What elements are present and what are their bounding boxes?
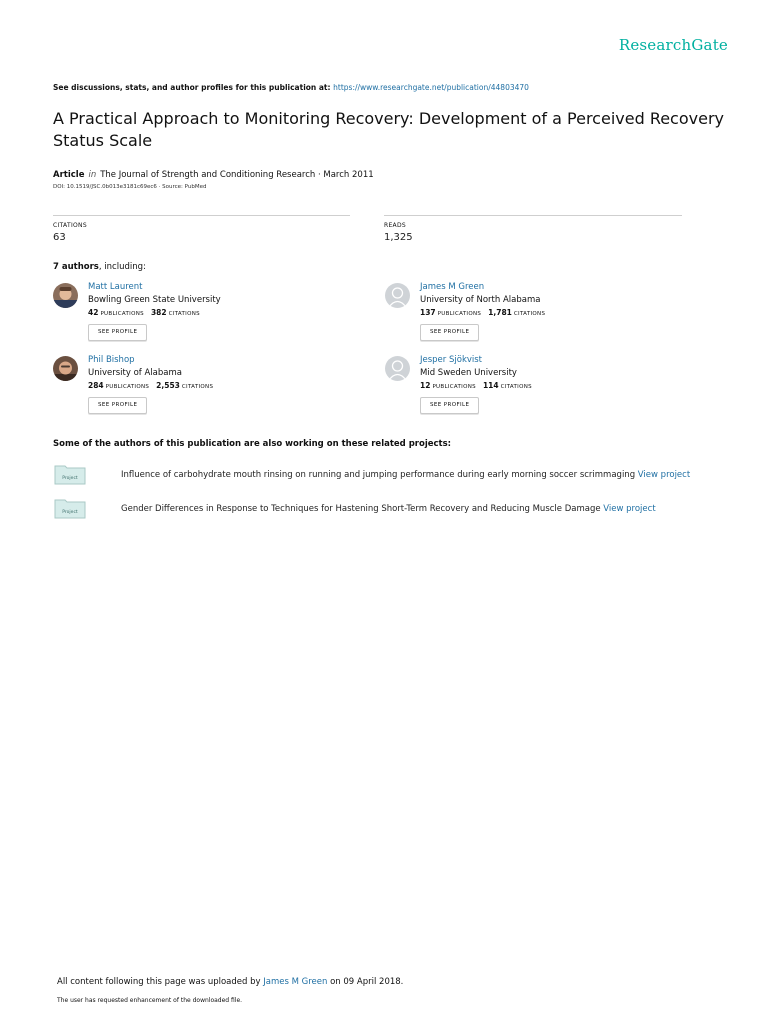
- author-name-link[interactable]: Matt Laurent: [88, 282, 143, 292]
- project-item: [121, 504, 656, 514]
- author-institution: University of Alabama: [88, 368, 182, 378]
- project-folder-icon: [54, 463, 86, 485]
- related-projects-heading: Some of the authors of this publication are also working on these related projects:: [53, 439, 452, 449]
- see-profile-button[interactable]: SEE PROFILE: [420, 397, 479, 414]
- uploader-link[interactable]: James M Green: [263, 977, 328, 987]
- paper-title: A Practical Approach to Monitoring Recovery: Development of a Perceived Recovery Status Scale: [53, 109, 724, 150]
- author-stats: 42 PUBLICATIONS 382 CITATIONS: [88, 308, 200, 317]
- reads-label: READS: [384, 222, 406, 229]
- citations-value: 63: [53, 232, 66, 243]
- upload-suffix: on 09 April 2018.: [330, 977, 404, 987]
- reads-divider: [384, 215, 682, 216]
- authors-heading: [53, 262, 146, 272]
- author-stats: 137 PUBLICATIONS 1,781 CITATIONS: [420, 308, 546, 317]
- author-name-link[interactable]: James M Green: [420, 282, 485, 292]
- project-folder-icon: [54, 497, 86, 519]
- author-stats: 284 PUBLICATIONS 2,553 CITATIONS: [88, 381, 214, 390]
- discussion-text: See discussions, stats, and author profiles for this publication at:: [53, 83, 331, 92]
- paper-kind: Article: [53, 170, 85, 180]
- citations-label: CITATIONS: [53, 222, 87, 229]
- author-institution: University of North Alabama: [420, 295, 541, 305]
- author-name-link[interactable]: Jesper Sjökvist: [420, 355, 483, 365]
- see-profile-button[interactable]: SEE PROFILE: [88, 324, 147, 341]
- svg-text:Project: Project: [62, 510, 78, 515]
- enhancement-note: The user has requested enhancement of the downloaded file.: [57, 997, 243, 1004]
- author-institution: Mid Sweden University: [420, 368, 517, 378]
- author-avatar-photo-icon[interactable]: [53, 283, 78, 308]
- author-avatar-default-icon[interactable]: [385, 356, 410, 381]
- discussion-line: [53, 83, 529, 92]
- view-project-link[interactable]: View project: [603, 504, 656, 514]
- author-avatar-default-icon[interactable]: [385, 283, 410, 308]
- reads-value: 1,325: [384, 232, 413, 243]
- paper-meta: [53, 170, 374, 180]
- journal-date: The Journal of Strength and Conditioning Research · March 2011: [100, 170, 374, 180]
- authors-count: 7 authors: [53, 262, 99, 272]
- view-project-link[interactable]: View project: [637, 470, 691, 480]
- researchgate-logo[interactable]: ResearchGate: [618, 36, 728, 54]
- citations-divider: [53, 215, 350, 216]
- project-item: [121, 470, 690, 480]
- in-word: in: [88, 170, 97, 180]
- author-avatar-photo-icon[interactable]: [53, 356, 78, 381]
- authors-suffix: , including:: [98, 262, 146, 272]
- author-name-link[interactable]: Phil Bishop: [88, 355, 135, 365]
- upload-note: [57, 977, 403, 987]
- see-profile-button[interactable]: SEE PROFILE: [420, 324, 479, 341]
- svg-text:Project: Project: [62, 476, 78, 481]
- publication-url-link[interactable]: https://www.researchgate.net/publication/44803470: [333, 83, 529, 92]
- upload-prefix: All content following this page was uploaded by: [57, 977, 261, 987]
- project-title: Influence of carbohydrate mouth rinsing on running and jumping performance during early morning soccer scrimmaging: [121, 470, 636, 480]
- project-title: Gender Differences in Response to Techniques for Hastening Short-Term Recovery and Reducing Muscle Damage: [121, 504, 601, 514]
- author-institution: Bowling Green State University: [88, 295, 221, 305]
- author-stats: 12 PUBLICATIONS 114 CITATIONS: [420, 381, 532, 390]
- doi-line: DOI: 10.1519/JSC.0b013e3181c69ec6 · Source: PubMed: [53, 184, 207, 190]
- see-profile-button[interactable]: SEE PROFILE: [88, 397, 147, 414]
